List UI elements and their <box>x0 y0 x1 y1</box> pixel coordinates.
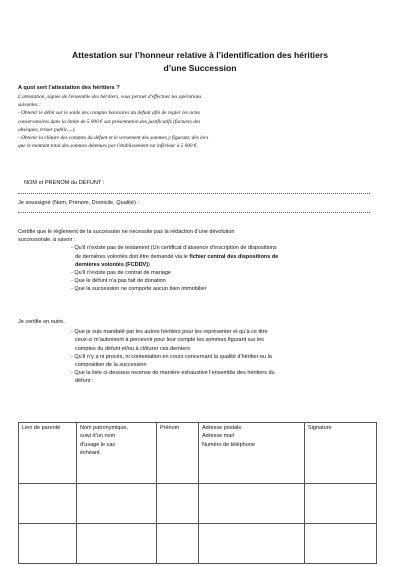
header-signature: Signature <box>305 423 377 484</box>
intro-line: suivantes : <box>18 102 41 109</box>
certifie-item: - Que le défunt n’a pas fait de donation <box>71 278 166 285</box>
intro-line: conservatoires dans la limite de 5 000 € sur présentation des justificatifs (factures des <box>18 118 201 125</box>
table-cell[interactable] <box>77 524 157 564</box>
certifie-item-testament: - Qu’il n’existe pas de testament (Un certificat d’absence d’inscription de dispositions <box>71 245 277 252</box>
title-line-1: Attestation sur l’honneur relative à l’identification des héritiers <box>72 50 328 60</box>
fcddv-name: dernières volontés (FCDDV) <box>75 261 149 268</box>
header-adresse: Adresse postale Adresse mail Numéro de téléphone <box>199 423 305 484</box>
intro-line: - Obtenir le débit sur le solde des comptes bancaires du défunt afin de régler les actes <box>18 110 201 117</box>
table-cell[interactable] <box>157 524 199 564</box>
table-cell[interactable] <box>199 484 305 524</box>
outre-line: composition de la succession <box>75 362 147 369</box>
outre-line: comptes du défunt et/ou à clôturer ces derniers <box>75 345 190 352</box>
header-prenom: Prénom <box>157 423 199 484</box>
fcddv-text: fichier central des dispositions de <box>187 253 279 260</box>
certifie-item-testament-cont <box>18 253 378 261</box>
outre-line: - Que je suis mandaté par les autres héritiers pour les représenter et qu’à ce titre <box>71 329 268 336</box>
intro-paragraph <box>18 93 348 150</box>
table-row <box>19 484 377 524</box>
table-cell[interactable] <box>305 524 377 564</box>
outre-line: ceux-ci m’autorisent à percevoir pour leur compte les sommes figurant sur les <box>75 337 264 344</box>
paren-close: ) <box>148 261 150 268</box>
defunt-label: NOM et PRENOM du DEFUNT : <box>24 180 105 186</box>
document-title <box>30 49 370 75</box>
certifie-intro-line: successorale, à savoir : <box>18 237 76 244</box>
header-nom-patronymique: Nom patronymique, suivi d’un nom d’usage le cas échéant <box>77 423 157 484</box>
table-cell[interactable] <box>19 524 77 564</box>
soussigne-label: Je soussigné (Nom, Prénom, Domicile, Qualité) : <box>18 200 139 206</box>
heirs-table <box>18 422 377 564</box>
certifie-block <box>18 228 378 294</box>
certifie-item: - Qu’il n’existe pas de contrat de mariage <box>71 270 171 277</box>
table-row <box>19 524 377 564</box>
defunt-input-line[interactable] <box>18 193 370 194</box>
outre-line: - Que la liste ci-dessous recense de manière exhaustive l’ensemble des héritiers du <box>71 370 275 377</box>
table-cell[interactable] <box>157 484 199 524</box>
certifie-item: - Que la succession ne comporte aucun bien immobilier <box>71 286 207 293</box>
table-cell[interactable] <box>19 484 77 524</box>
intro-line: L'attestation, signée de l'ensemble des héritiers, vous permet d'effectuer les opérations <box>18 94 202 100</box>
table-cell[interactable] <box>77 484 157 524</box>
table-header-row <box>19 423 377 484</box>
intro-line: que le montant total des sommes détenues par l'établissement est inférieur à 5 000 €. <box>18 143 198 150</box>
intro-line: - Obtenir la clôture des comptes du défunt et le versement des sommes y figurant, dès lors <box>18 135 209 142</box>
intro-line: obsèques, trésor public,...). <box>18 126 76 133</box>
certifie-outre-heading: Je certifie en outre, <box>18 319 65 325</box>
soussigne-input-line[interactable] <box>18 212 370 213</box>
outre-line: défunt : <box>75 378 94 385</box>
certifie-intro-line: Certifie que le règlement de la succession ne nécessite pas la rédaction d’une dévolution <box>18 229 235 235</box>
testament-text: de dernières volontés doit être demandé via le <box>75 253 188 260</box>
outre-line: - Qu’il n’y a ni procès, ni contestation en cours concernant la qualité d’héritier ou la <box>71 353 272 360</box>
header-lien-parente: Lien de parenté <box>19 423 77 484</box>
certifie-item-testament-end <box>18 261 378 269</box>
certifie-outre-block <box>18 318 378 386</box>
title-line-2: d’une Succession <box>163 63 237 73</box>
table-cell[interactable] <box>199 524 305 564</box>
table-cell[interactable] <box>305 484 377 524</box>
section-question: A quoi sert l’attestation des héritiers ? <box>18 85 120 91</box>
